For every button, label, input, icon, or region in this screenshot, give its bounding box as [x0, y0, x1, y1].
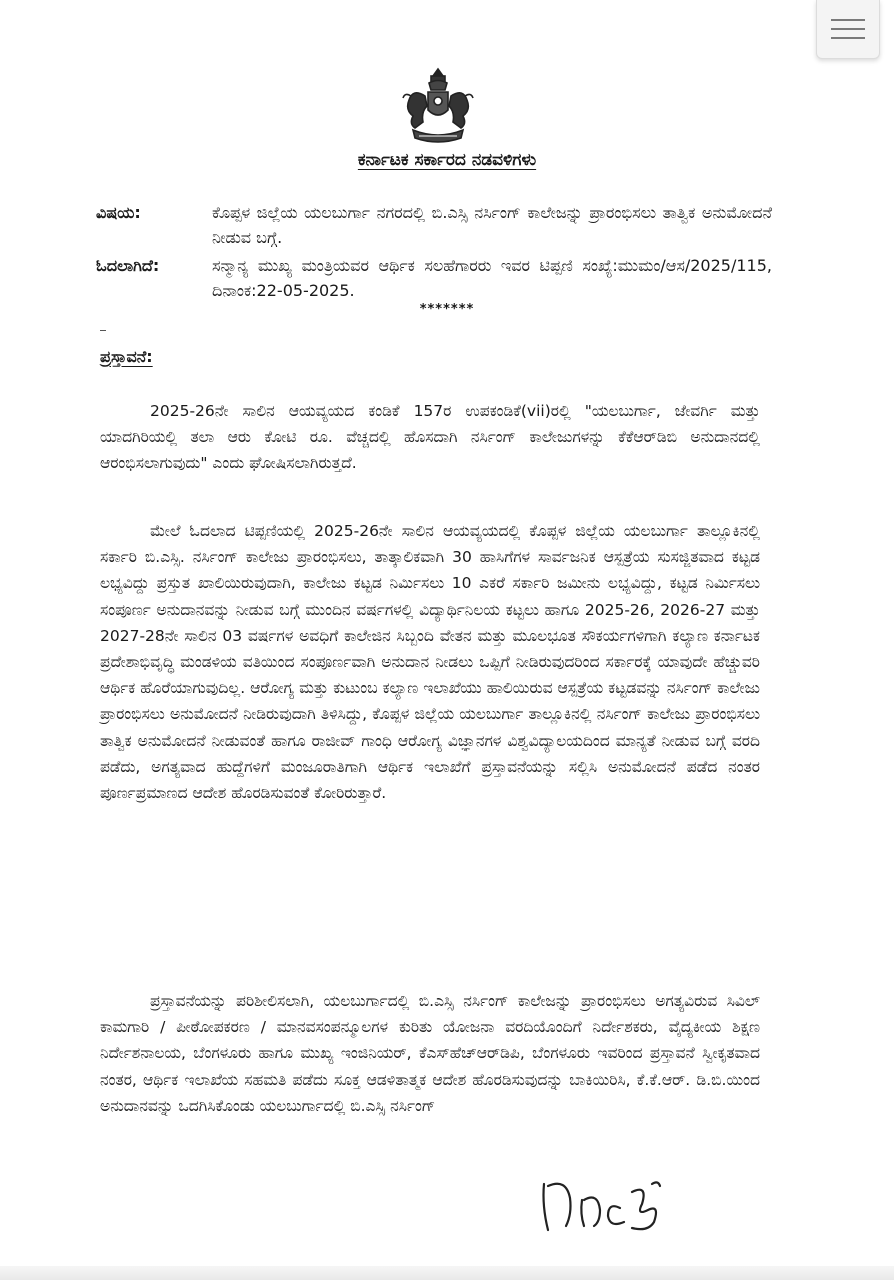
paragraph: ಪ್ರಸ್ತಾವನೆಯನ್ನು ಪರಿಶೀಲಿಸಲಾಗಿ, ಯಲಬುರ್ಗಾದಲ್ಲಿ ಬಿ.ಎಸ್ಸಿ ನರ್ಸಿಂಗ್ ಕಾಲೇಜನ್ನು ಪ್ರಾರಂಭಿಸಲು ಅಗತ್ಯವಿರುವ ಸಿವಿಲ್ ಕಾಮಗಾರಿ / ಪೀಠೋಪಕರಣ / ಮಾನವಸಂಪನ್ಮೂಲಗಳ ಕುರಿತು ಯೋಜನಾ ವರದಿಯೊಂದಿಗೆ ನಿರ್ದೇಶಕರು, ವೈದ್ಯಕೀಯ ಶಿಕ್ಷಣ ನಿರ್ದೇಶನಾಲಯ, ಬೆಂಗಳೂರು ಹಾಗೂ ಮುಖ್ಯ ಇಂಜಿನಿಯರ್, ಕೆಎಸ್‌ಹೆಚ್‌ಆರ್‌ಡಿಪಿ, ಬೆಂಗಳೂರು ಇವರಿಂದ ಪ್ರಸ್ತಾವನೆ ಸ್ವೀಕೃತವಾದ ನಂತರ, ಆರ್ಥಿಕ ಇಲಾಖೆಯ ಸಹಮತಿ ಪಡೆದು ಸೂಕ್ತ ಆಡಳಿತಾತ್ಮಕ ಆದೇಶ ಹೊರಡಿಸುವುದನ್ನು ಬಾಕಿಯಿರಿಸಿ, ಕೆ.ಕೆ.ಆರ್. ಡಿ.ಬಿ.ಯಿಂದ ಅನುದಾನವನ್ನು ಒದಗಿಸಿಕೊಂಡು ಯಲಬುರ್ಗಾದಲ್ಲಿ ಬಿ.ಎಸ್ಸಿ ನರ್ಸಿಂಗ್: [100, 992, 760, 1115]
document-title: ಕರ್ನಾಟಕ ಸರ್ಕಾರದ ನಡವಳಿಗಳು: [357, 150, 537, 170]
subject-text: ಕೊಪ್ಪಳ ಜಿಲ್ಲೆಯ ಯಲಬುರ್ಗಾ ನಗರದಲ್ಲಿ ಬಿ.ಎಸ್ಸಿ ನರ್ಸಿಂಗ್ ಕಾಲೇಜನ್ನು ಪ್ರಾರಂಭಿಸಲು ತಾತ್ವಿಕ ಅನುಮೋದನೆ ನೀಡುವ ಬಗ್ಗೆ.: [212, 203, 772, 247]
page-bottom-edge: [0, 1266, 894, 1280]
hamburger-menu-icon[interactable]: [816, 0, 880, 59]
paragraph: ಮೇಲೆ ಓದಲಾದ ಟಿಪ್ಪಣಿಯಲ್ಲಿ 2025-26ನೇ ಸಾಲಿನ ಆಯವ್ಯಯದಲ್ಲಿ ಕೊಪ್ಪಳ ಜಿಲ್ಲೆಯ ಯಲಬುರ್ಗಾ ತಾಲ್ಲೂಕಿನಲ್ಲಿ ಸರ್ಕಾರಿ ಬಿ.ಎಸ್ಸಿ. ನರ್ಸಿಂಗ್ ಕಾಲೇಜು ಪ್ರಾರಂಭಿಸಲು, ತಾತ್ಕಾಲಿಕವಾಗಿ 30 ಹಾಸಿಗೆಗಳ ಸಾರ್ವಜನಿಕ ಆಸ್ಪತ್ರೆಯ ಸುಸಜ್ಜಿತವಾದ ಕಟ್ಟಡ ಲಭ್ಯವಿದ್ದು ಪ್ರಸ್ತುತ ಖಾಲಿಯಿರುವುದಾಗಿ, ಕಾಲೇಜು ಕಟ್ಟಡ ನಿರ್ಮಿಸಲು 10 ಎಕರೆ ಸರ್ಕಾರಿ ಜಮೀನು ಲಭ್ಯವಿದ್ದು, ಕಟ್ಟಡ ನಿರ್ಮಿಸಲು ಸಂಪೂರ್ಣ ಅನುದಾನವನ್ನು ನೀಡುವ ಬಗ್ಗೆ ಮುಂದಿನ ವರ್ಷಗಳಲ್ಲಿ ವಿದ್ಯಾರ್ಥಿನಿಲಯ ಕಟ್ಟಲು ಹಾಗೂ 2025-26, 2026-27 ಮತ್ತು 2027-28ನೇ ಸಾಲಿನ 03 ವರ್ಷಗಳ ಅವಧಿಗೆ ಕಾಲೇಜಿನ ಸಿಬ್ಬಂದಿ ವೇತನ ಮತ್ತು ಮೂಲಭೂತ ಸೌಕರ್ಯಗಳಿಗಾಗಿ ಕಲ್ಯಾಣ ಕರ್ನಾಟಕ ಪ್ರದೇಶಾಭಿವೃದ್ಧಿ ಮಂಡಳಿಯ ವತಿಯಿಂದ ಸಂಪೂರ್ಣವಾಗಿ ಅನುದಾನ ನೀಡಲು ಒಪ್ಪಿಗೆ ನೀಡಿರುವುದರಿಂದ ಸರ್ಕಾರಕ್ಕೆ ಯಾವುದೇ ಹೆಚ್ಚುವರಿ ಆರ್ಥಿಕ ಹೊರೆಯಾಗುವುದಿಲ್ಲ. ಆರೋಗ್ಯ ಮತ್ತು ಕುಟುಂಬ ಕಲ್ಯಾಣ ಇಲಾಖೆಯು ಹಾಲಿಯಿರುವ ಆಸ್ಪತ್ರೆಯ ಕಟ್ಟಡವನ್ನು ನರ್ಸಿಂಗ್ ಕಾಲೇಜು ಪ್ರಾರಂಭಿಸಲು ಅನುಮೋದನೆ ನೀಡಿರುವುದಾಗಿ ತಿಳಿಸಿದ್ದು, ಕೊಪ್ಪಳ ಜಿಲ್ಲೆಯ ಯಲಬುರ್ಗಾ ತಾಲ್ಲೂಕಿನಲ್ಲಿ ನರ್ಸಿಂಗ್ ಕಾಲೇಜು ಪ್ರಾರಂಭಿಸಲು ತಾತ್ವಿಕ ಅನುಮೋದನೆ ನೀಡುವಂತೆ ಹಾಗೂ ರಾಜೀವ್ ಗಾಂಧಿ ಆರೋಗ್ಯ ವಿಜ್ಞಾನಗಳ ವಿಶ್ವವಿದ್ಯಾಲಯದಿಂದ ಮಾನ್ಯತೆ ನೀಡುವ ಬಗ್ಗೆ ವರದಿ ಪಡೆದು, ಅಗತ್ಯವಾದ ಹುದ್ದೆಗಳಿಗೆ ಮಂಜೂರಾತಿಗಾಗಿ ಆರ್ಥಿಕ ಇಲಾಖೆಗೆ ಪ್ರಸ್ತಾವನೆಯನ್ನು ಸಲ್ಲಿಸಿ ಅನುಮೋದನೆ ಪಡೆದ ನಂತರ ಪೂರ್ಣಪ್ರಮಾಣದ ಆದೇಶ ಹೊರಡಿಸುವಂತೆ ಕೋರಿರುತ್ತಾರೆ.: [100, 522, 760, 803]
subject-row: [96, 200, 776, 250]
divider: [100, 330, 106, 331]
paragraph: 2025-26ನೇ ಸಾಲಿನ ಆಯವ್ಯಯದ ಕಂಡಿಕೆ 157ರ ಉಪಕಂಡಿಕೆ(vii)ರಲ್ಲಿ "ಯಲಬುರ್ಗಾ, ಜೇವರ್ಗಿ ಮತ್ತು ಯಾದಗಿರಿಯಲ್ಲಿ ತಲಾ ಆರು ಕೋಟಿ ರೂ. ವೆಚ್ಚದಲ್ಲಿ ಹೊಸದಾಗಿ ನರ್ಸಿಂಗ್ ಕಾಲೇಜುಗಳನ್ನು ಕೆಕೆಆರ್‌ಡಿಬಿ ಅನುದಾನದಲ್ಲಿ ಆರಂಭಿಸಲಾಗುವುದು" ಎಂದು ಘೋಷಿಸಲಾಗಿರುತ್ತದೆ.: [100, 402, 760, 473]
handwritten-signature: [536, 1170, 696, 1240]
karnataka-state-emblem-icon: [395, 66, 481, 150]
subject-label: ವಿಷಯ:: [96, 203, 141, 222]
section-heading: ಪ್ರಸ್ತಾವನೆ:: [100, 347, 153, 366]
reference-text: ಸನ್ಮಾನ್ಯ ಮುಖ್ಯ ಮಂತ್ರಿಯವರ ಆರ್ಥಿಕ ಸಲಹೆಗಾರರು ಇವರ ಟಿಪ್ಪಣಿ ಸಂಖ್ಯೆ:ಮುಮಂ/ಆಸ/2025/115, ದಿನಾಂಕ:22-05-2025.: [212, 256, 772, 300]
reference-label: ಓದಲಾಗಿದೆ:: [96, 256, 160, 275]
reference-row: [96, 253, 776, 303]
separator: *******: [419, 302, 475, 317]
